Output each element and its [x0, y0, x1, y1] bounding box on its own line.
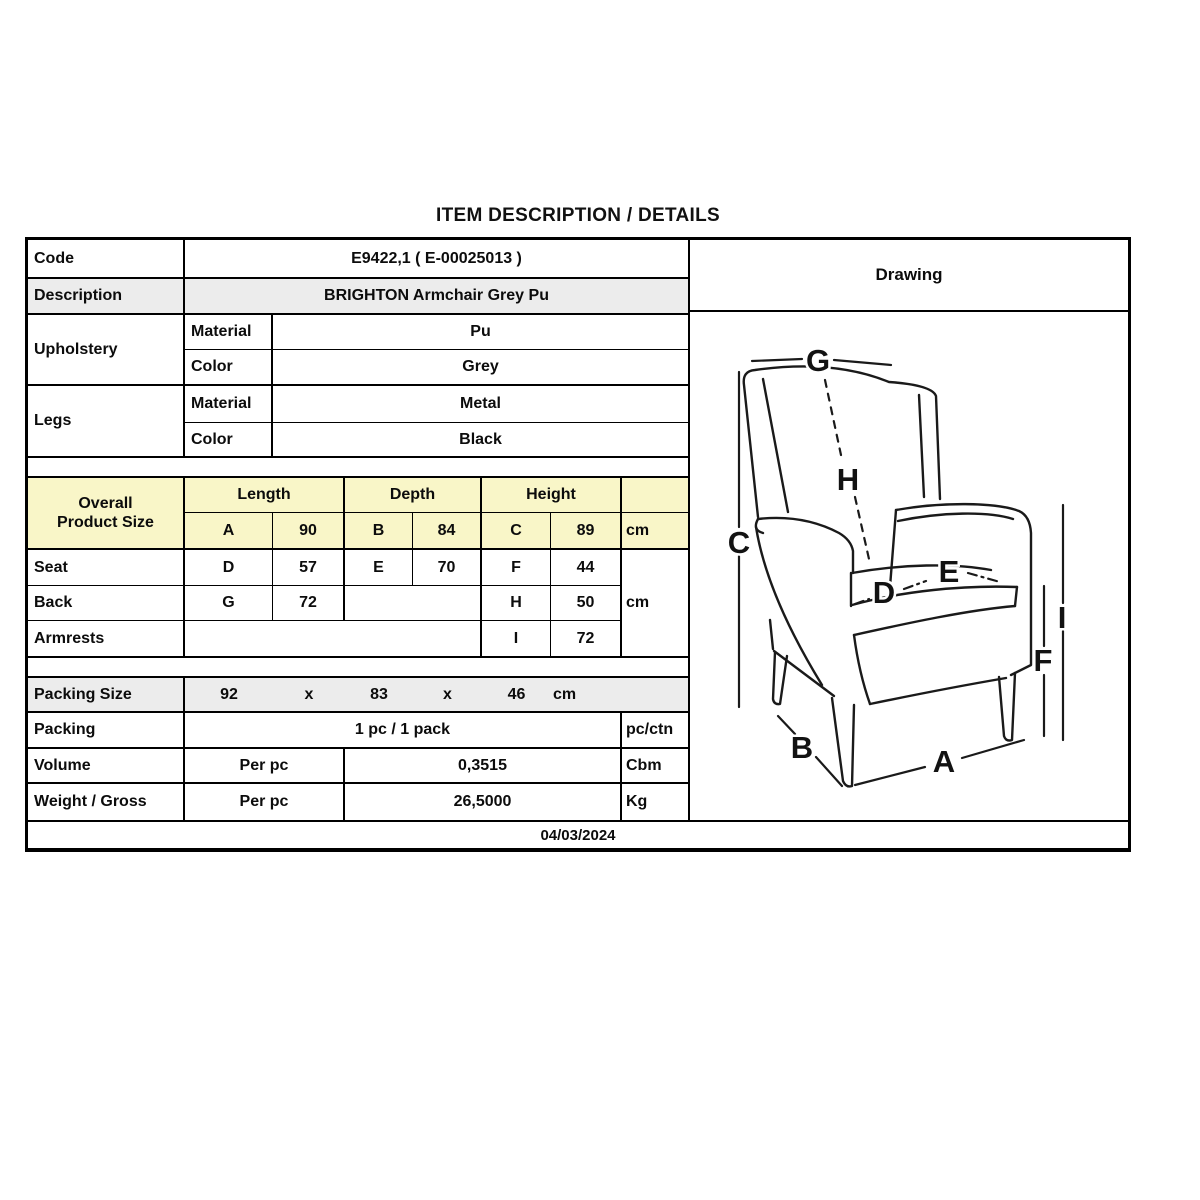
date-row	[28, 820, 1128, 848]
upholstery-material-value: Pu	[273, 315, 688, 350]
chair-front-right-leg	[999, 673, 1015, 741]
dim-label-h: H	[836, 462, 860, 497]
dim-label-e: E	[938, 554, 960, 589]
spacer-row	[28, 458, 688, 478]
volume-label: Volume	[28, 749, 185, 784]
volume-unit: Cbm	[622, 749, 688, 784]
back-length-key: G	[185, 586, 273, 621]
packing-size-values	[185, 678, 688, 713]
back-height-value: 50	[551, 586, 622, 621]
unit-header-empty	[622, 478, 688, 513]
upholstery-label: Upholstery	[28, 315, 185, 386]
seat-height-key: F	[482, 550, 551, 586]
seat-height-value: 44	[551, 550, 622, 586]
upholstery-color-value: Grey	[273, 350, 688, 386]
dim-label-a: A	[932, 744, 956, 779]
back-length-value: 72	[273, 586, 345, 621]
seat-depth-key: E	[345, 550, 413, 586]
chair-right-arm-outline	[896, 504, 1031, 675]
overall-depth-key: B	[345, 513, 413, 550]
chair-back-inner-left	[763, 379, 788, 512]
date-value: 04/03/2024	[540, 826, 616, 844]
packing-unit: pc/ctn	[622, 713, 688, 749]
back-depth-empty	[345, 586, 482, 621]
chair-left-arm-top	[758, 518, 853, 573]
weight-value: 26,5000	[345, 784, 622, 820]
code-value: E9422,1 ( E-00025013 )	[185, 240, 688, 279]
chair-right-arm-roll	[898, 514, 1013, 521]
chair-wing-inner-right	[919, 395, 924, 497]
chair-cushion-front-bottom	[854, 606, 1015, 635]
packing-dim2: 83	[370, 685, 388, 703]
packing-size-label: Packing Size	[28, 678, 185, 713]
armrests-label: Armrests	[28, 621, 185, 658]
length-column-header: Length	[185, 478, 345, 513]
weight-basis: Per pc	[185, 784, 345, 820]
chair-frame-back-left	[770, 620, 773, 649]
packing-dim1: 92	[220, 685, 238, 703]
packing-x1: x	[304, 685, 314, 703]
spacer-row	[28, 658, 688, 678]
overall-product-size-header	[28, 478, 185, 550]
chair-apron-bottom	[870, 678, 1006, 704]
drawing-header: Drawing	[690, 240, 1128, 312]
unit-header-cm: cm	[622, 513, 688, 550]
height-column-header: Height	[482, 478, 622, 513]
overall-length-value: 90	[273, 513, 345, 550]
legs-label: Legs	[28, 386, 185, 458]
overall-depth-value: 84	[413, 513, 482, 550]
chair-cushion-rear	[852, 565, 991, 573]
seat-length-key: D	[185, 550, 273, 586]
back-label: Back	[28, 586, 185, 621]
seat-label: Seat	[28, 550, 185, 586]
legs-color-label: Color	[185, 423, 273, 458]
packing-label: Packing	[28, 713, 185, 749]
upholstery-material-label: Material	[185, 315, 273, 350]
depth-column-header: Depth	[345, 478, 482, 513]
armrests-height-value: 72	[551, 621, 622, 658]
seat-length-value: 57	[273, 550, 345, 586]
chair-front-left-leg	[832, 698, 854, 786]
legs-material-value: Metal	[273, 386, 688, 423]
dimension-lines	[739, 359, 1063, 786]
chair-cushion-right-cap	[1015, 587, 1017, 606]
dim-label-b: B	[790, 730, 814, 765]
dim-label-c: C	[727, 525, 751, 560]
dim-label-i: I	[1057, 600, 1067, 635]
armchair-drawing	[690, 314, 1128, 818]
packing-unit-cm: cm	[553, 685, 577, 703]
seat-depth-value: 70	[413, 550, 482, 586]
description-label: Description	[28, 279, 185, 315]
packing-x2: x	[443, 685, 452, 703]
page-title: ITEM DESCRIPTION / DETAILS	[435, 205, 720, 226]
overall-height-value: 89	[551, 513, 622, 550]
legs-color-value: Black	[273, 423, 688, 458]
overall-height-key: C	[482, 513, 551, 550]
dim-label-d: D	[872, 575, 896, 610]
dim-label-g: G	[805, 343, 831, 378]
back-height-key: H	[482, 586, 551, 621]
volume-basis: Per pc	[185, 749, 345, 784]
chair-apron-left-edge	[854, 635, 870, 704]
spec-table	[28, 240, 688, 820]
spec-sheet	[25, 237, 1131, 852]
packing-dim3: 46	[507, 685, 526, 703]
volume-value: 0,3515	[345, 749, 622, 784]
overall-length-key: A	[185, 513, 273, 550]
unit-body-cm: cm	[622, 550, 688, 658]
dimension-labels	[728, 343, 1067, 779]
description-value: BRIGHTON Armchair Grey Pu	[185, 279, 688, 315]
armrests-empty	[185, 621, 482, 658]
code-label: Code	[28, 240, 185, 279]
upholstery-color-label: Color	[185, 350, 273, 386]
drawing-panel	[688, 240, 1128, 820]
overall-line2: Product Size	[57, 514, 154, 531]
packing-value: 1 pc / 1 pack	[185, 713, 622, 749]
overall-line1: Overall	[78, 495, 133, 512]
packing-empty	[622, 678, 688, 711]
weight-label: Weight / Gross	[28, 784, 185, 820]
legs-material-label: Material	[185, 386, 273, 423]
dim-label-f: F	[1033, 643, 1053, 678]
armrests-height-key: I	[482, 621, 551, 658]
weight-unit: Kg	[626, 793, 648, 810]
